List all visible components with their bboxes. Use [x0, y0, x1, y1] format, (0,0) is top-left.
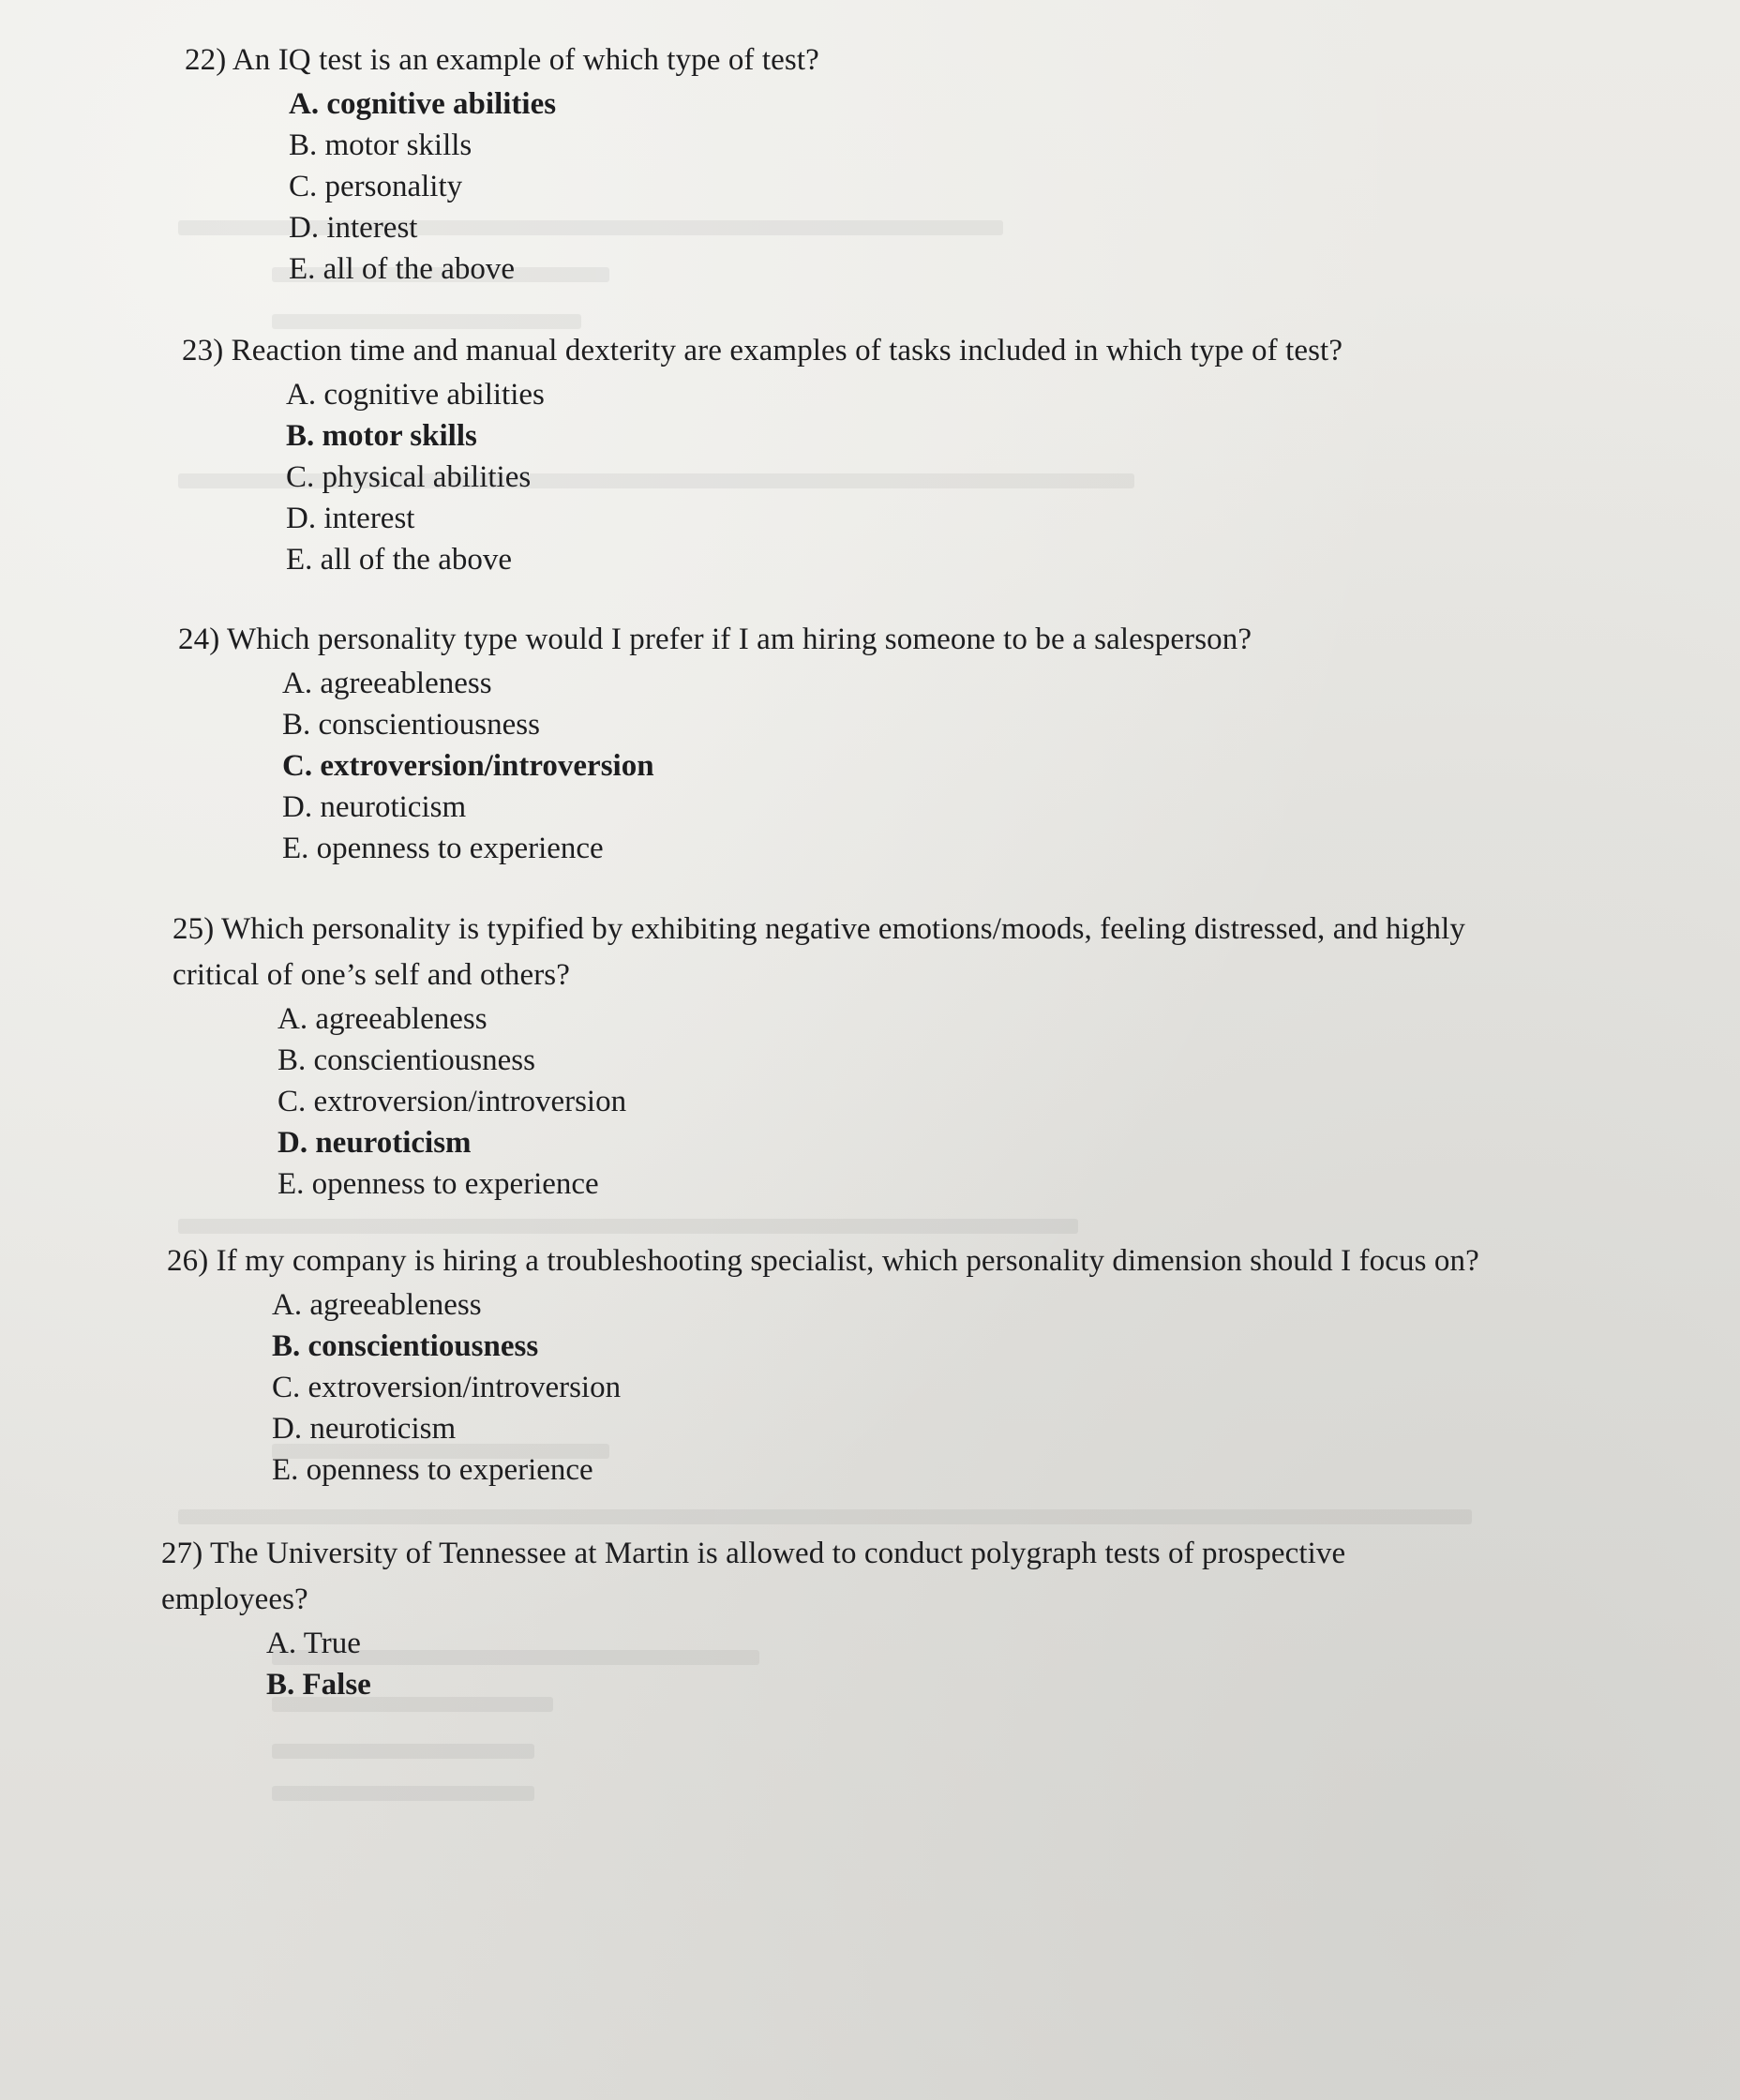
- answer-option: B. motor skills: [289, 128, 472, 162]
- question-27-options: [266, 1623, 1345, 1705]
- answer-option: D. neuroticism: [282, 790, 467, 824]
- question-22: [185, 38, 819, 290]
- answer-option: A. agreeableness: [282, 667, 492, 700]
- question-stem-line: 27) The University of Tennessee at Martin is allowed to conduct polygraph tests of prospective: [161, 1537, 1346, 1570]
- question-27: [161, 1531, 1345, 1705]
- answer-option: E. openness to experience: [278, 1167, 599, 1201]
- question-26-options: [272, 1284, 1479, 1491]
- question-25-stem: [172, 907, 1465, 998]
- answer-option: C. extroversion/introversion: [278, 1085, 627, 1118]
- question-23-stem: [182, 328, 1342, 374]
- answer-option: C. physical abilities: [286, 460, 532, 494]
- answer-option-highlighted: D. neuroticism: [278, 1126, 472, 1160]
- question-26: [167, 1238, 1479, 1491]
- answer-option: E. all of the above: [289, 252, 515, 286]
- answer-option: E. all of the above: [286, 543, 512, 577]
- question-stem-line: critical of one’s self and others?: [172, 958, 570, 992]
- answer-option-highlighted: C. extroversion/introversion: [282, 749, 654, 783]
- question-24: [178, 617, 1252, 869]
- question-stem-line: 22) An IQ test is an example of which type of test?: [185, 43, 819, 77]
- answer-option-highlighted: B. False: [266, 1668, 371, 1702]
- answer-option: B. conscientiousness: [282, 708, 540, 742]
- question-stem-line: 26) If my company is hiring a troubleshooting specialist, which personality dimension should I focus on?: [167, 1244, 1479, 1278]
- question-24-options: [282, 663, 1252, 869]
- answer-option: A. agreeableness: [272, 1288, 482, 1322]
- answer-option-highlighted: B. conscientiousness: [272, 1329, 539, 1363]
- answer-option: E. openness to experience: [282, 832, 604, 865]
- answer-option: C. personality: [289, 170, 463, 203]
- answer-option-highlighted: B. motor skills: [286, 419, 477, 453]
- answer-option: B. conscientiousness: [278, 1043, 535, 1077]
- question-stem-line: employees?: [161, 1582, 308, 1616]
- answer-option: D. interest: [289, 211, 418, 245]
- question-27-stem: [161, 1531, 1345, 1623]
- question-stem-line: 24) Which personality type would I prefer if I am hiring someone to be a salesperson?: [178, 622, 1252, 656]
- answer-option: D. interest: [286, 502, 415, 535]
- answer-option: A. True: [266, 1627, 361, 1660]
- answer-option: D. neuroticism: [272, 1412, 457, 1446]
- question-26-stem: [167, 1238, 1479, 1284]
- answer-option: E. openness to experience: [272, 1453, 593, 1487]
- question-stem-line: 23) Reaction time and manual dexterity are examples of tasks included in which type of test?: [182, 334, 1343, 368]
- question-23: [182, 328, 1342, 580]
- answer-option-highlighted: A. cognitive abilities: [289, 87, 557, 121]
- question-22-stem: [185, 38, 819, 83]
- question-24-stem: [178, 617, 1252, 663]
- question-22-options: [289, 83, 819, 290]
- answer-option: A. cognitive abilities: [286, 378, 545, 412]
- answer-option: A. agreeableness: [278, 1002, 488, 1036]
- question-25-options: [278, 998, 1465, 1205]
- answer-option: C. extroversion/introversion: [272, 1371, 622, 1404]
- question-25: [172, 907, 1465, 1205]
- question-23-options: [286, 374, 1342, 580]
- question-stem-line: 25) Which personality is typified by exhibiting negative emotions/moods, feeling distressed, and highly: [172, 912, 1465, 946]
